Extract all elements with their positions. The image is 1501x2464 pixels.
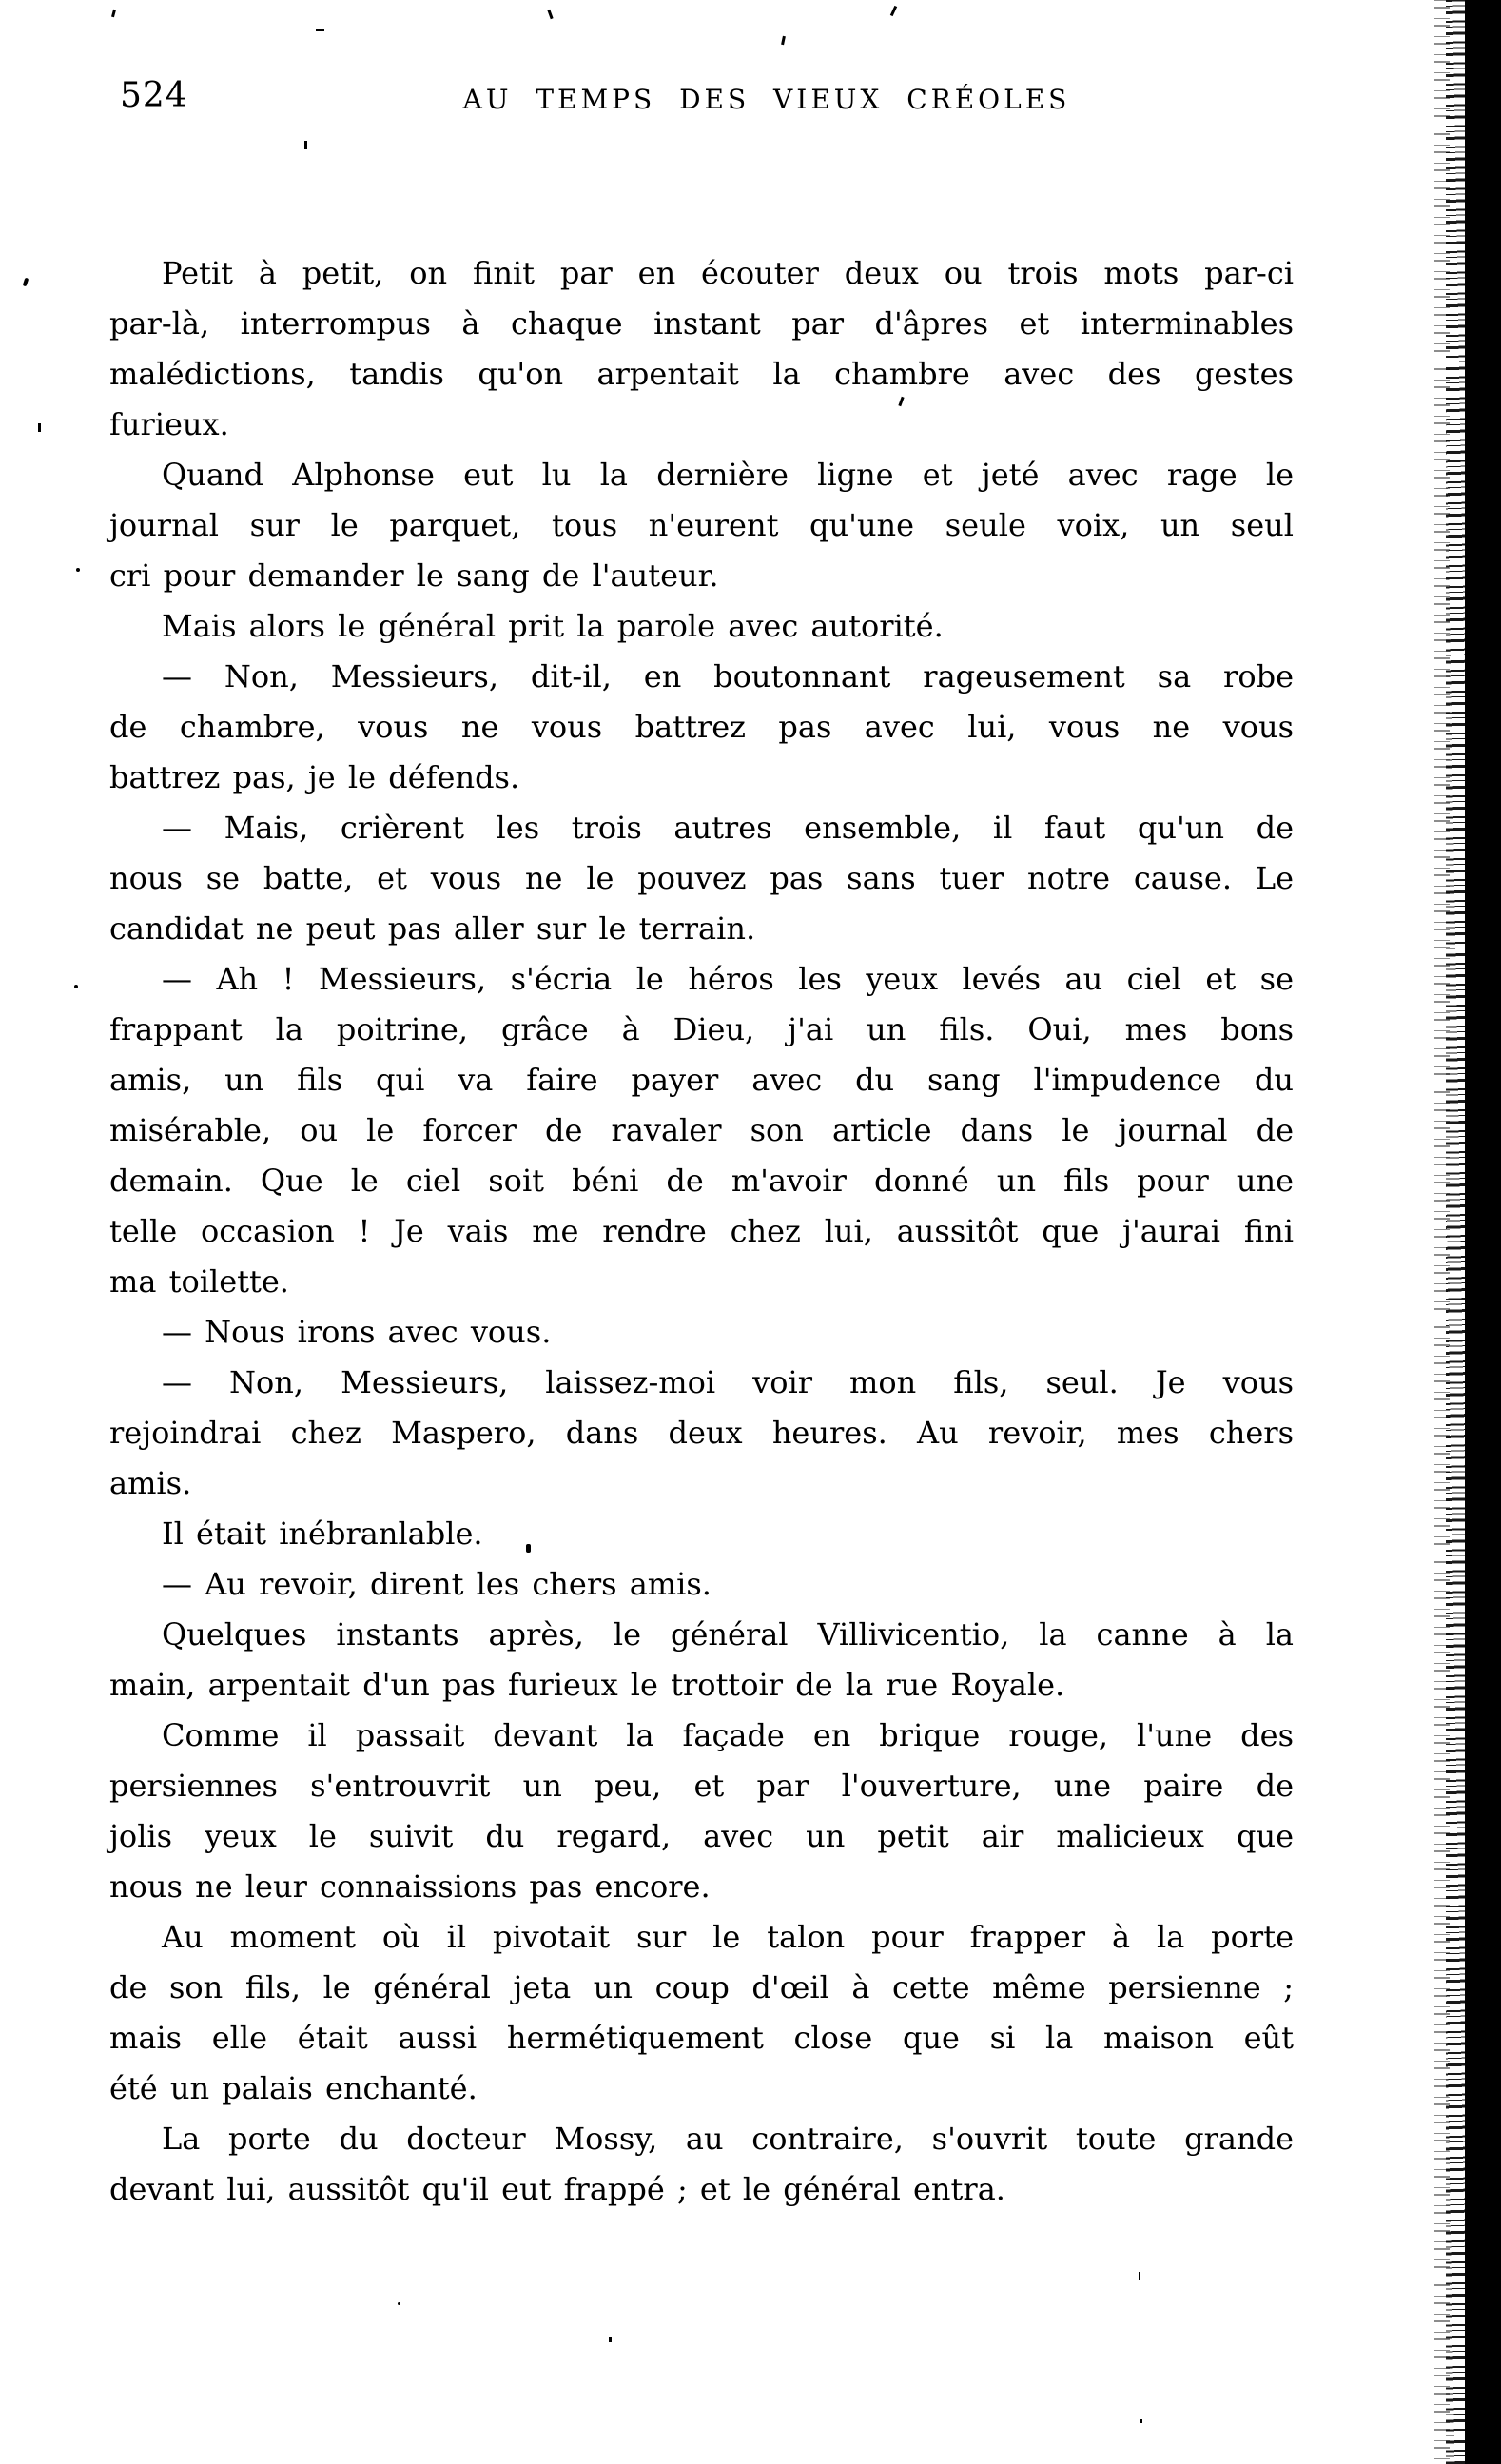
paragraph: [109, 450, 1294, 601]
scan-speck: [609, 2337, 612, 2342]
text-line: misérable, ou le forcer de ravaler son article dans le journal de: [109, 1112, 1294, 1148]
paragraph: [109, 1912, 1294, 2114]
scan-speck: [38, 423, 41, 432]
text-line: La porte du docteur Mossy, au contraire, s'ouvrit toute grande: [162, 2121, 1294, 2157]
paragraph: [109, 803, 1294, 954]
text-line: furieux.: [109, 406, 229, 442]
text-line: devant lui, aussitôt qu'il eut frappé ; et le général entra.: [109, 2171, 1005, 2207]
paragraph: [109, 1610, 1294, 1711]
text-line: Petit à petit, on finit par en écouter deux ou trois mots par-ci: [162, 255, 1294, 291]
scan-speck: [316, 29, 324, 31]
text-line: journal sur le parquet, tous n'eurent qu'une seule voix, un seul: [109, 507, 1294, 543]
text-line: amis, un fils qui va faire payer avec du sang l'impudence du: [109, 1062, 1294, 1098]
text-line: Mais alors le général prit la parole avec autorité.: [162, 608, 944, 644]
text-line: amis.: [109, 1465, 192, 1501]
paragraph: [109, 1307, 1294, 1358]
scan-speck: [1139, 2272, 1140, 2280]
text-line: — Mais, crièrent les trois autres ensemble, il faut qu'un de: [162, 810, 1294, 846]
text-line: rejoindrai chez Maspero, dans deux heures. Au revoir, mes chers: [109, 1415, 1294, 1451]
text-line: Comme il passait devant la façade en brique rouge, l'une des: [162, 1717, 1294, 1753]
paragraph: [109, 1358, 1294, 1509]
text-line: cri pour demander le sang de l'auteur.: [109, 557, 719, 594]
scan-edge-band: [1465, 0, 1501, 2464]
paragraph: [109, 248, 1294, 450]
scan-speck: [781, 36, 786, 45]
text-line: Au moment où il pivotait sur le talon pour frapper à la porte: [162, 1919, 1294, 1955]
text-line: malédictions, tandis qu'on arpentait la chambre avec des gestes: [109, 356, 1294, 392]
text-line: ma toilette.: [109, 1263, 289, 1300]
text-line: Quand Alphonse eut lu la dernière ligne et jeté avec rage le: [162, 457, 1294, 493]
paragraph: [109, 1711, 1294, 1912]
text-line: été un palais enchanté.: [109, 2070, 478, 2106]
text-line: mais elle était aussi hermétiquement close que si la maison eût: [109, 2020, 1294, 2056]
text-line: de son fils, le général jeta un coup d'œil à cette même persienne ;: [109, 1969, 1294, 2005]
paragraph: [109, 954, 1294, 1307]
text-line: — Non, Messieurs, laissez-moi voir mon fils, seul. Je vous: [162, 1364, 1294, 1400]
text-line: battrez pas, je le défends.: [109, 759, 520, 795]
text-line: par-là, interrompus à chaque instant par d'âpres et interminables: [109, 305, 1294, 342]
text-line: telle occasion ! Je vais me rendre chez lui, aussitôt que j'aurai fini: [109, 1213, 1294, 1249]
text-line: — Non, Messieurs, dit-il, en boutonnant rageusement sa robe: [162, 658, 1294, 694]
paragraph: [109, 1509, 1294, 1559]
scan-speck: [23, 278, 29, 287]
scan-speck: [547, 10, 553, 19]
scan-speck: [398, 2302, 400, 2305]
text-line: nous se batte, et vous ne le pouvez pas sans tuer notre cause. Le: [109, 860, 1294, 896]
text-line: demain. Que le ciel soit béni de m'avoir donné un fils pour une: [109, 1163, 1294, 1199]
running-title: AU TEMPS DES VIEUX CRÉOLES: [462, 84, 1071, 115]
paragraph: [109, 652, 1294, 803]
text-line: jolis yeux le suivit du regard, avec un petit air malicieux que: [109, 1818, 1294, 1854]
scan-speck: [76, 568, 80, 572]
scan-speck: [526, 1544, 531, 1553]
scan-edge-speckle: [1446, 0, 1467, 2464]
scan-speck: [1140, 2419, 1142, 2423]
paragraph: [109, 2114, 1294, 2215]
text-line: — Ah ! Messieurs, s'écria le héros les yeux levés au ciel et se: [162, 961, 1294, 997]
scan-speck: [111, 10, 116, 18]
page-number: 524: [120, 76, 188, 115]
text-line: de chambre, vous ne vous battrez pas avec lui, vous ne vous: [109, 709, 1294, 745]
text-line: — Au revoir, dirent les chers amis.: [162, 1566, 712, 1602]
text-line: main, arpentait d'un pas furieux le trottoir de la rue Royale.: [109, 1667, 1065, 1703]
paragraph: [109, 601, 1294, 652]
text-line: Il était inébranlable.: [162, 1516, 483, 1552]
scan-speck: [890, 6, 897, 16]
page-body: [109, 248, 1294, 2215]
scan-speck: [74, 985, 78, 988]
text-line: candidat ne peut pas aller sur le terrain.: [109, 910, 756, 947]
text-line: nous ne leur connaissions pas encore.: [109, 1868, 711, 1905]
scan-speck: [304, 141, 307, 149]
text-line: — Nous irons avec vous.: [162, 1314, 552, 1350]
paragraph: [109, 1559, 1294, 1610]
text-line: Quelques instants après, le général Villivicentio, la canne à la: [162, 1616, 1294, 1652]
text-line: persiennes s'entrouvrit un peu, et par l'ouverture, une paire de: [109, 1768, 1294, 1804]
text-line: frappant la poitrine, grâce à Dieu, j'ai un fils. Oui, mes bons: [109, 1011, 1294, 1047]
